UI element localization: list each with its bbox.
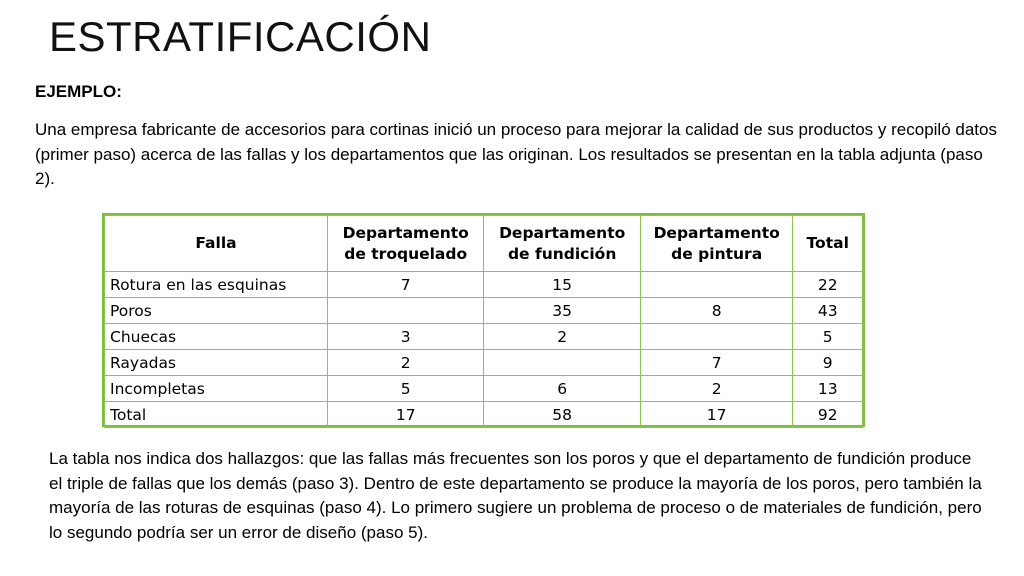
cell-troquelado xyxy=(327,298,483,324)
cell-total: 43 xyxy=(793,298,863,324)
cell-falla: Poros xyxy=(105,298,328,324)
table-total-row xyxy=(105,402,863,428)
cell-fundicion: 15 xyxy=(484,272,640,298)
cell-falla: Incompletas xyxy=(105,376,328,402)
table-row xyxy=(105,350,863,376)
cell-troquelado: 2 xyxy=(327,350,483,376)
cell-falla: Chuecas xyxy=(105,324,328,350)
header-falla: Falla xyxy=(105,216,328,272)
table-row xyxy=(105,272,863,298)
cell-total: 9 xyxy=(793,350,863,376)
cell-pintura: 8 xyxy=(640,298,793,324)
cell-fundicion: 58 xyxy=(484,402,640,428)
cell-pintura: 17 xyxy=(640,402,793,428)
table-row xyxy=(105,376,863,402)
cell-falla: Total xyxy=(105,402,328,428)
cell-falla: Rotura en las esquinas xyxy=(105,272,328,298)
header-pintura: Departamento de pintura xyxy=(640,216,793,272)
cell-fundicion: 6 xyxy=(484,376,640,402)
header-fundicion: Departamento de fundición xyxy=(484,216,640,272)
cell-troquelado: 7 xyxy=(327,272,483,298)
defects-table xyxy=(104,215,863,428)
cell-fundicion xyxy=(484,350,640,376)
table-row xyxy=(105,324,863,350)
cell-troquelado: 3 xyxy=(327,324,483,350)
intro-paragraph: Una empresa fabricante de accesorios para cortinas inició un proceso para mejorar la calidad de sus productos y recopiló datos (primer paso) acerca de las fallas y los departamentos que las originan. Los resultados se presentan en la tabla adjunta (paso 2). xyxy=(35,120,997,188)
cell-fundicion: 35 xyxy=(484,298,640,324)
cell-total: 92 xyxy=(793,402,863,428)
slide-title: ESTRATIFICACIÓN xyxy=(49,13,432,60)
cell-troquelado: 5 xyxy=(327,376,483,402)
cell-total: 13 xyxy=(793,376,863,402)
cell-pintura: 7 xyxy=(640,350,793,376)
header-troquelado: Departamento de troquelado xyxy=(327,216,483,272)
example-heading: EJEMPLO: xyxy=(35,82,122,101)
cell-total: 22 xyxy=(793,272,863,298)
table-row xyxy=(105,298,863,324)
cell-pintura xyxy=(640,324,793,350)
cell-pintura: 2 xyxy=(640,376,793,402)
cell-pintura xyxy=(640,272,793,298)
cell-total: 5 xyxy=(793,324,863,350)
conclusion-paragraph: La tabla nos indica dos hallazgos: que las fallas más frecuentes son los poros y que el departamento de fundición produce el triple de fallas que los demás (paso 3). Dentro de este departamento se produce la mayoría de los poros, pero también la mayoría de las roturas de esquinas (paso 4). Lo primero sugiere un problema de proceso o de materiales de fundición, pero lo segundo podría ser un error de diseño (paso 5). xyxy=(49,449,982,542)
header-total: Total xyxy=(793,216,863,272)
cell-falla: Rayadas xyxy=(105,350,328,376)
defects-table-container xyxy=(102,213,865,427)
cell-fundicion: 2 xyxy=(484,324,640,350)
cell-troquelado: 17 xyxy=(327,402,483,428)
table-header-row xyxy=(105,216,863,272)
